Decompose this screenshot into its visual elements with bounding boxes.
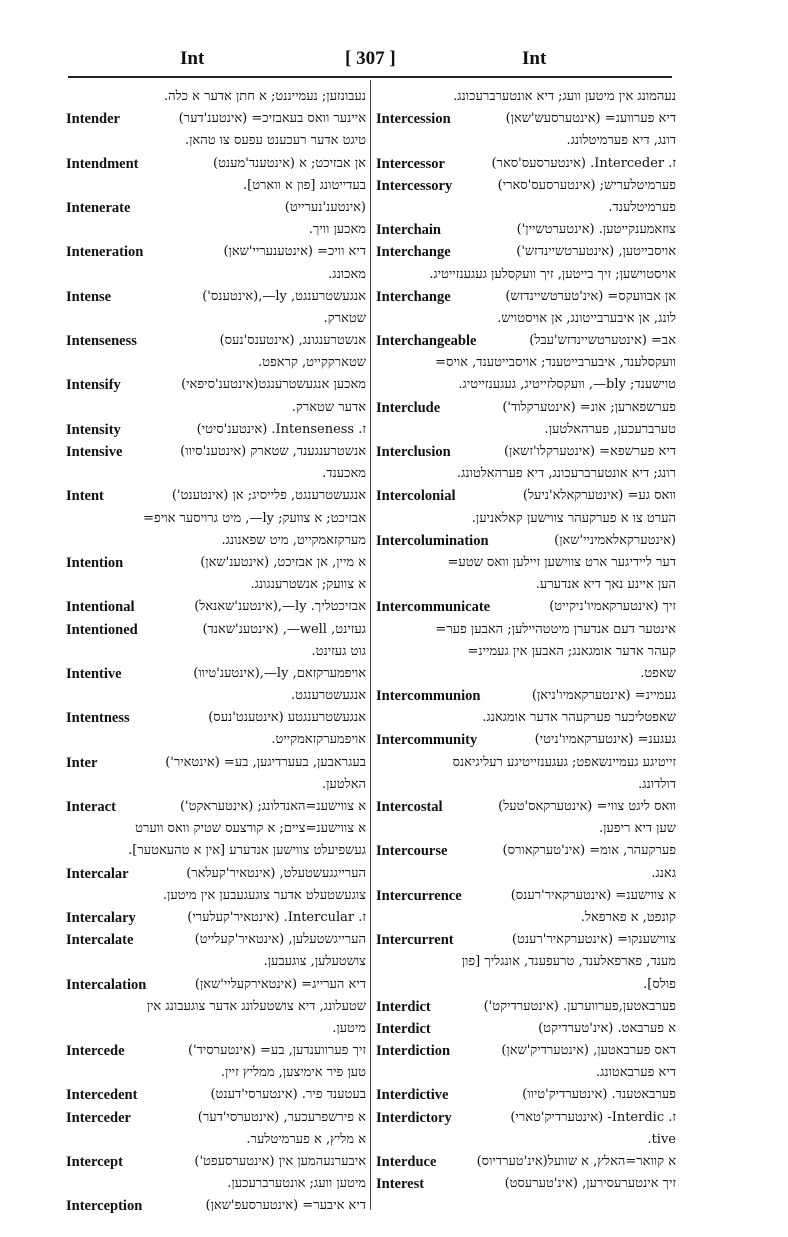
definition-text: דיא פערבאטונג.: [595, 1065, 676, 1081]
dictionary-line: [376, 153, 676, 175]
definition-text: אדער שטארק.: [291, 399, 366, 415]
dictionary-line: [376, 685, 676, 707]
definition-text: פערבאטען,פערווערען. (אינטערדיקט'): [483, 998, 676, 1014]
definition-text: טוישענד; bly—, וועקסלזייטיג, געגענזייטיג.: [458, 377, 676, 393]
definition-text: דיא וויכ= (אינטענעריי'שאן): [223, 244, 366, 260]
definition-text: ז. Intenseness. (אינטענ'סיטי): [196, 421, 366, 437]
dictionary-line: [376, 419, 676, 441]
definition-text: פערמיטלעריש; (אינטערסעס'סארי): [497, 177, 676, 193]
dictionary-line: [66, 508, 366, 530]
dictionary-line: [376, 929, 676, 951]
definition-text: שען דיא ריפען.: [598, 821, 676, 837]
headword: Interdict: [376, 1020, 431, 1037]
dictionary-line: [376, 774, 676, 796]
dictionary-line: [376, 508, 676, 530]
definition-text: שאפט.: [640, 665, 676, 681]
headword: Interduce: [376, 1154, 437, 1170]
headword: Intercostal: [376, 799, 443, 815]
definition-text: א צווישענ= (אינטערקאיר'רענס): [510, 887, 676, 903]
dictionary-line: [66, 951, 366, 973]
headword: Intercourse: [376, 843, 448, 860]
definition-text: שטעלונג, דיא צושטעלונג אדער צוגעבונג אין: [146, 998, 366, 1014]
definition-text: דונג, דיא פערמיטלונג.: [566, 133, 676, 149]
definition-text: א פערבאט. (אינ'טערדיקט): [538, 1020, 676, 1036]
dictionary-line: [66, 1107, 366, 1129]
dictionary-line: [376, 308, 676, 330]
definition-text: tive.: [647, 1131, 676, 1147]
definition-text: דער ליידיגער ארט צווישען זיילען וואס שטע=: [447, 554, 676, 570]
definition-text: פערקעהר, אומ= (אינ'טערקאורס): [502, 843, 676, 859]
dictionary-line: [376, 463, 676, 485]
dictionary-line: [376, 264, 676, 286]
definition-text: אויסטוישען; זיך בייטען, זיך וועקסלען געגענזייטיג.: [429, 266, 676, 282]
dictionary-line: [376, 641, 676, 663]
dictionary-line: [376, 552, 676, 574]
definition-text: קעהר אדער אומגאנג; האבען אין געמיינ=: [467, 643, 676, 659]
dictionary-line: [376, 885, 676, 907]
headword: Intercalary: [66, 909, 136, 926]
headword: Intendment: [66, 155, 139, 172]
headword: Interchangeable: [376, 333, 477, 350]
definition-text: אבזיכט; א צוועק; ly—, מיט גרויסער אויפ=: [143, 510, 366, 526]
definition-text: צושטעלען, צוגעבען.: [263, 954, 366, 970]
headword: Intercalation: [66, 976, 147, 993]
dictionary-line: [66, 885, 366, 907]
dictionary-line: [376, 1040, 676, 1062]
dictionary-line: [66, 774, 366, 796]
headword: Intentional: [66, 599, 135, 616]
definition-text: (אינטערקאלאמיניי'שאן): [554, 532, 676, 548]
right-guide-word: Int: [522, 48, 547, 69]
dictionary-line: [376, 1084, 676, 1106]
dictionary-line: [376, 197, 676, 219]
page-header: [60, 44, 730, 76]
headword: Intercessor: [376, 155, 445, 172]
headword: Intercept: [66, 1154, 123, 1170]
definition-text: מענד, פארפאלענד, טרעפענד, אונגליך [פון: [461, 954, 676, 970]
dictionary-line: [376, 574, 676, 596]
headword: Intercolonial: [376, 488, 456, 505]
dictionary-line: [66, 907, 366, 929]
headword: Intenerate: [66, 199, 131, 216]
dictionary-line: [66, 1062, 366, 1084]
definition-text: הערט צו א פערקעהר צווישען קאלאניען.: [471, 510, 676, 526]
definition-text: טערברעכען, פערהאלטען.: [544, 421, 676, 437]
dictionary-line: [66, 330, 366, 352]
dictionary-line: [66, 974, 366, 996]
definition-text: ז. Interdic- (אינטערדיק'טארי): [510, 1109, 676, 1125]
headword: Intenseness: [66, 333, 137, 350]
dictionary-line: [66, 197, 366, 219]
dictionary-line: [66, 397, 366, 419]
definition-text: (אינטענ'נערייט): [284, 199, 366, 215]
definition-text: אנגעשטרענגט, ly—,(אינטענס'): [202, 288, 366, 304]
dictionary-line: [66, 241, 366, 263]
headword: Intent: [66, 488, 104, 505]
headword: Intentive: [66, 665, 122, 682]
headword: Intention: [66, 554, 124, 571]
definition-text: וואס ליגט צווי= (אינטערקאס'טעל): [498, 799, 676, 814]
definition-text: אנגעשטרענגטע (אינטענט'נעס): [208, 710, 366, 726]
dictionary-line: [66, 752, 366, 774]
left-guide-word: Int: [180, 48, 205, 69]
dictionary-line: [376, 1062, 676, 1084]
definition-text: בעדייטונג [פון א ווארט].: [242, 177, 366, 193]
headword: Intercurrent: [376, 932, 454, 949]
dictionary-line: [376, 397, 676, 419]
column-divider: [370, 80, 371, 1210]
headword: Interclusion: [376, 444, 451, 460]
definition-text: מערקזאמקייט, מיט שפאנונג.: [221, 532, 366, 548]
dictionary-line: [66, 286, 366, 308]
dictionary-line: [66, 352, 366, 374]
dictionary-line: [66, 796, 366, 818]
definition-text: אנגעשטרענגט.: [291, 688, 366, 704]
headword: Intercurrence: [376, 887, 462, 904]
dictionary-line: [376, 108, 676, 130]
headword: Intercessory: [376, 177, 453, 194]
dictionary-line: [376, 907, 676, 929]
definition-text: מיטען וועג; אונטערברעכען.: [227, 1176, 366, 1192]
definition-text: מיטען.: [332, 1020, 366, 1036]
dictionary-line: [376, 485, 676, 507]
dictionary-line: [376, 996, 676, 1018]
definition-text: דיא איבער= (אינטערסעפ'שאן): [205, 1198, 366, 1214]
headword: Intensity: [66, 421, 121, 438]
headword: Interdictory: [376, 1109, 452, 1126]
dictionary-line: [66, 596, 366, 618]
definition-text: אויפמערקזאמקייט.: [271, 732, 366, 748]
dictionary-line: [66, 1084, 366, 1106]
definition-text: קונפט, א פארפאל.: [580, 909, 676, 925]
dictionary-line: [66, 840, 366, 862]
definition-text: ז. Interceder. (אינטערסעס'סאר): [491, 155, 676, 171]
headword: Intense: [66, 288, 112, 305]
dictionary-line: [66, 863, 366, 885]
headword: Interchange: [376, 288, 451, 305]
dictionary-line: [66, 619, 366, 641]
dictionary-line: [376, 1173, 676, 1195]
dictionary-line: [66, 86, 366, 108]
dictionary-line: [66, 108, 366, 130]
definition-text: שטארקקייט, קראפט.: [257, 355, 366, 371]
headword: Interest: [376, 1176, 425, 1193]
definition-text: דולדונג.: [638, 776, 676, 792]
headword: Interchain: [376, 222, 441, 239]
headword: Interchange: [376, 244, 451, 261]
headword: Intercolumination: [376, 532, 489, 549]
dictionary-line: [66, 463, 366, 485]
dictionary-line: [376, 796, 676, 818]
dictionary-line: [376, 663, 676, 685]
definition-text: ז. Intercular. (אינטאיר'קעלערי): [187, 909, 366, 925]
definition-text: אנגעשטרענגט, פלייסיג; אן (אינטענט'): [171, 488, 366, 504]
definition-text: זייטיגע געמיינשאפט; געגענזייטיגע רעליגיאנס: [452, 754, 676, 770]
dictionary-line: [376, 818, 676, 840]
definition-text: אן אבוועקס= (אינ'טערטשיינדזש): [505, 288, 676, 304]
headword: Interceder: [66, 1109, 131, 1126]
definition-text: בעגראבען, בעערדיגען, בע= (אינטאיר'): [165, 754, 366, 770]
headword: Inter: [66, 754, 98, 771]
definition-text: מאכען אנגעשטרענגט(אינטענ'סיפאי): [181, 377, 366, 393]
dictionary-line: [66, 219, 366, 241]
definition-text: שטארק.: [323, 310, 366, 326]
right-column: [376, 86, 676, 1195]
definition-text: געשפיעלט צווישען אנדערע [אין א טהעאטער].: [128, 843, 366, 859]
header-rule: [68, 76, 672, 78]
definition-text: זיך פערווענדען, בע= (אינטערסיד'): [188, 1043, 366, 1059]
headword: Intercession: [376, 111, 451, 128]
dictionary-line: [66, 153, 366, 175]
definition-text: זיך אינטערעסירען, (אינ'טערעסט): [504, 1176, 676, 1192]
headword: Intercommunion: [376, 688, 481, 705]
headword: Intercommunity: [376, 732, 478, 749]
definition-text: אויסבייטען, (אינטערטשיינדזש'): [516, 244, 676, 260]
definition-text: וואס גע= (אינטערקאלא'ניעל): [522, 488, 676, 504]
headword: Intercalar: [66, 865, 129, 882]
definition-text: אן אבזיכט; א (אינטענד'מענט): [213, 155, 366, 171]
headword: Intender: [66, 111, 120, 128]
dictionary-line: [66, 485, 366, 507]
dictionary-line: [376, 374, 676, 396]
headword: Intercommunicate: [376, 599, 491, 616]
definition-text: א מיין, אן אבזיכט, (אינטענ'שאן): [200, 554, 366, 570]
dictionary-line: [376, 1151, 676, 1173]
dictionary-line: [66, 1018, 366, 1040]
definition-text: מאכענד.: [322, 466, 366, 482]
dictionary-line: [376, 175, 676, 197]
dictionary-line: [376, 951, 676, 973]
definition-text: א צווישענ=ציים; א קורצעס שטיק וואס ווערט: [135, 821, 366, 837]
dictionary-line: [66, 441, 366, 463]
definition-text: שאפטליכער פערקעהר אדער אומגאנג.: [482, 710, 676, 726]
definition-text: בעטענד פיר. (אינטערסי'דענט): [210, 1087, 366, 1103]
headword: Interclude: [376, 399, 441, 416]
headword: Intentness: [66, 710, 130, 727]
dictionary-line: [66, 264, 366, 286]
headword: Interception: [66, 1198, 143, 1215]
dictionary-line: [66, 1129, 366, 1151]
dictionary-line: [376, 352, 676, 374]
dictionary-line: [66, 374, 366, 396]
dictionary-line: [376, 441, 676, 463]
definition-text: געמיינ= (אינטערקאמיו'ניאן): [531, 688, 676, 704]
headword: Inteneration: [66, 244, 144, 261]
definition-text: פערבאטענד. (אינטערדיק'טיוו): [522, 1087, 676, 1103]
dictionary-line: [66, 1151, 366, 1173]
definition-text: צוזאמענקייטען. (אינטערטשיין'): [516, 222, 676, 238]
headword: Interdictive: [376, 1087, 449, 1104]
definition-text: האלטען.: [321, 776, 366, 792]
dictionary-line: [66, 530, 366, 552]
dictionary-line: [376, 530, 676, 552]
dictionary-line: [66, 574, 366, 596]
definition-text: אב= (אינטערטשיינדזש'עבל): [529, 333, 676, 349]
headword: Intercede: [66, 1043, 125, 1060]
definition-text: הען איינע נאך דיא אנדערע.: [535, 577, 676, 593]
definition-text: מאכען וויך.: [308, 222, 366, 238]
dictionary-line: [376, 863, 676, 885]
definition-text: טיגט אדער רעכענט עפעס צו טהאן.: [184, 133, 366, 149]
dictionary-line: [376, 241, 676, 263]
definition-text: לונג, אן איבערבייטונג, אן אויסטויש.: [497, 310, 676, 326]
headword: Interdict: [376, 998, 431, 1015]
dictionary-line: [376, 1129, 676, 1151]
definition-text: צווישענקו= (אינטערקאיר'רענט): [511, 932, 676, 948]
definition-text: א צוועק; אנשטרענגונג.: [250, 577, 366, 593]
definition-text: א מליץ, א פערמיטלער.: [246, 1131, 366, 1147]
definition-text: הערייגגעשטעלט, (אינטאיר'קעלאר): [186, 865, 366, 881]
definition-text: פולס].: [643, 976, 676, 992]
definition-text: הערייגשטעלען, (אינטאיר'קעלייט): [194, 932, 366, 948]
dictionary-line: [66, 818, 366, 840]
dictionary-line: [66, 685, 366, 707]
dictionary-line: [376, 330, 676, 352]
definition-text: אנשטרענגונג, (אינטענס'נעס): [219, 333, 366, 349]
headword: Interact: [66, 799, 116, 815]
dictionary-line: [376, 1018, 676, 1040]
dictionary-line: [376, 1107, 676, 1129]
dictionary-line: [376, 752, 676, 774]
dictionary-line: [376, 707, 676, 729]
definition-text: זיך (אינטערקאמיו'ניקייט): [549, 599, 676, 615]
dictionary-line: [376, 619, 676, 641]
dictionary-line: [66, 1040, 366, 1062]
definition-text: גוט געזינט.: [311, 643, 366, 659]
dictionary-line: [66, 552, 366, 574]
definition-text: איבערנעהמען אין (אינטערסעפט'): [194, 1154, 366, 1169]
headword: Intentioned: [66, 621, 138, 638]
definition-text: פערשפארען; אונ= (אינטערקלוד'): [502, 399, 676, 415]
definition-text: פערמיטלענד.: [608, 199, 676, 215]
dictionary-line: [66, 663, 366, 685]
definition-text: אינטער דעם אנדערן מיטטהיילען; האבען פער=: [435, 621, 676, 637]
left-column: [66, 86, 366, 1218]
definition-text: געזינט, well—, (אינטענ'שאנד): [202, 621, 366, 637]
dictionary-line: [66, 729, 366, 751]
dictionary-line: [376, 840, 676, 862]
definition-text: דיא פערווענ= (אינטערסעש'שאן): [505, 111, 676, 127]
definition-text: אויפמערקזאם, ly—,(אינטענ'טיוו): [193, 665, 366, 681]
definition-text: אבזיכטליך. ly—,(אינטענ'שאנאל): [194, 599, 366, 615]
dictionary-line: [66, 996, 366, 1018]
dictionary-line: [376, 130, 676, 152]
dictionary-line: [376, 596, 676, 618]
dictionary-line: [376, 286, 676, 308]
dictionary-line: [376, 729, 676, 751]
definition-text: וועקסלענד, איבערבייטענד; אויסבייטענד, אויס=: [435, 355, 676, 371]
definition-text: א קוואר=האלץ, א שוועל(אינ'טערדיוס): [476, 1154, 676, 1169]
definition-text: צוגעשטעלט אדער צוגעגעבען אין מיטען.: [162, 887, 366, 903]
definition-text: אנשטרענגענד, שטארק (אינטענ'סיוו): [180, 444, 366, 459]
definition-text: נעהמונג אין מיטען וועג; דיא אונטערברעכונג.: [453, 89, 676, 104]
definition-text: דיא פערשפא= (אינטערקלו'זשאן): [503, 444, 676, 459]
definition-text: רונג; דיא אונטערברעכונג, דיא פערהאלטונג.: [456, 466, 676, 482]
dictionary-line: [376, 219, 676, 241]
dictionary-line: [66, 308, 366, 330]
definition-text: נעבונזען; נעמייננט; א חתן אדער א כלה.: [163, 89, 366, 104]
dictionary-line: [66, 130, 366, 152]
dictionary-line: [66, 175, 366, 197]
headword: Intensify: [66, 377, 121, 394]
definition-text: מאכונג.: [328, 266, 366, 282]
definition-text: גאנג.: [651, 865, 676, 881]
page-number: [ 307 ]: [345, 48, 396, 69]
dictionary-line: [66, 1173, 366, 1195]
headword: Interdiction: [376, 1043, 451, 1060]
definition-text: א פירשפרעכער, (אינטערסי'דער): [197, 1109, 366, 1125]
dictionary-line: [376, 86, 676, 108]
definition-text: דאס פערבאטען, (אינטערדיק'שאן): [501, 1043, 676, 1059]
headword: Intercalate: [66, 932, 134, 949]
definition-text: איינער וואס בעאבזיכ= (אינטענ'דער): [178, 111, 366, 127]
dictionary-line: [376, 974, 676, 996]
definition-text: דיא הערייג= (אינטאירקעליי'שאן): [194, 976, 366, 992]
dictionary-line: [66, 641, 366, 663]
headword: Intensive: [66, 444, 123, 460]
headword: Intercedent: [66, 1087, 138, 1104]
definition-text: געגענ= (אינטערקאמיו'ניטי): [534, 732, 676, 748]
dictionary-line: [66, 707, 366, 729]
dictionary-line: [66, 419, 366, 441]
dictionary-line: [66, 1195, 366, 1217]
dictionary-line: [66, 929, 366, 951]
definition-text: טען פיר אימיצען, ממליץ זיין.: [220, 1065, 366, 1081]
definition-text: א צווישענ=האנדלונג; (אינטעראקט'): [179, 799, 366, 814]
